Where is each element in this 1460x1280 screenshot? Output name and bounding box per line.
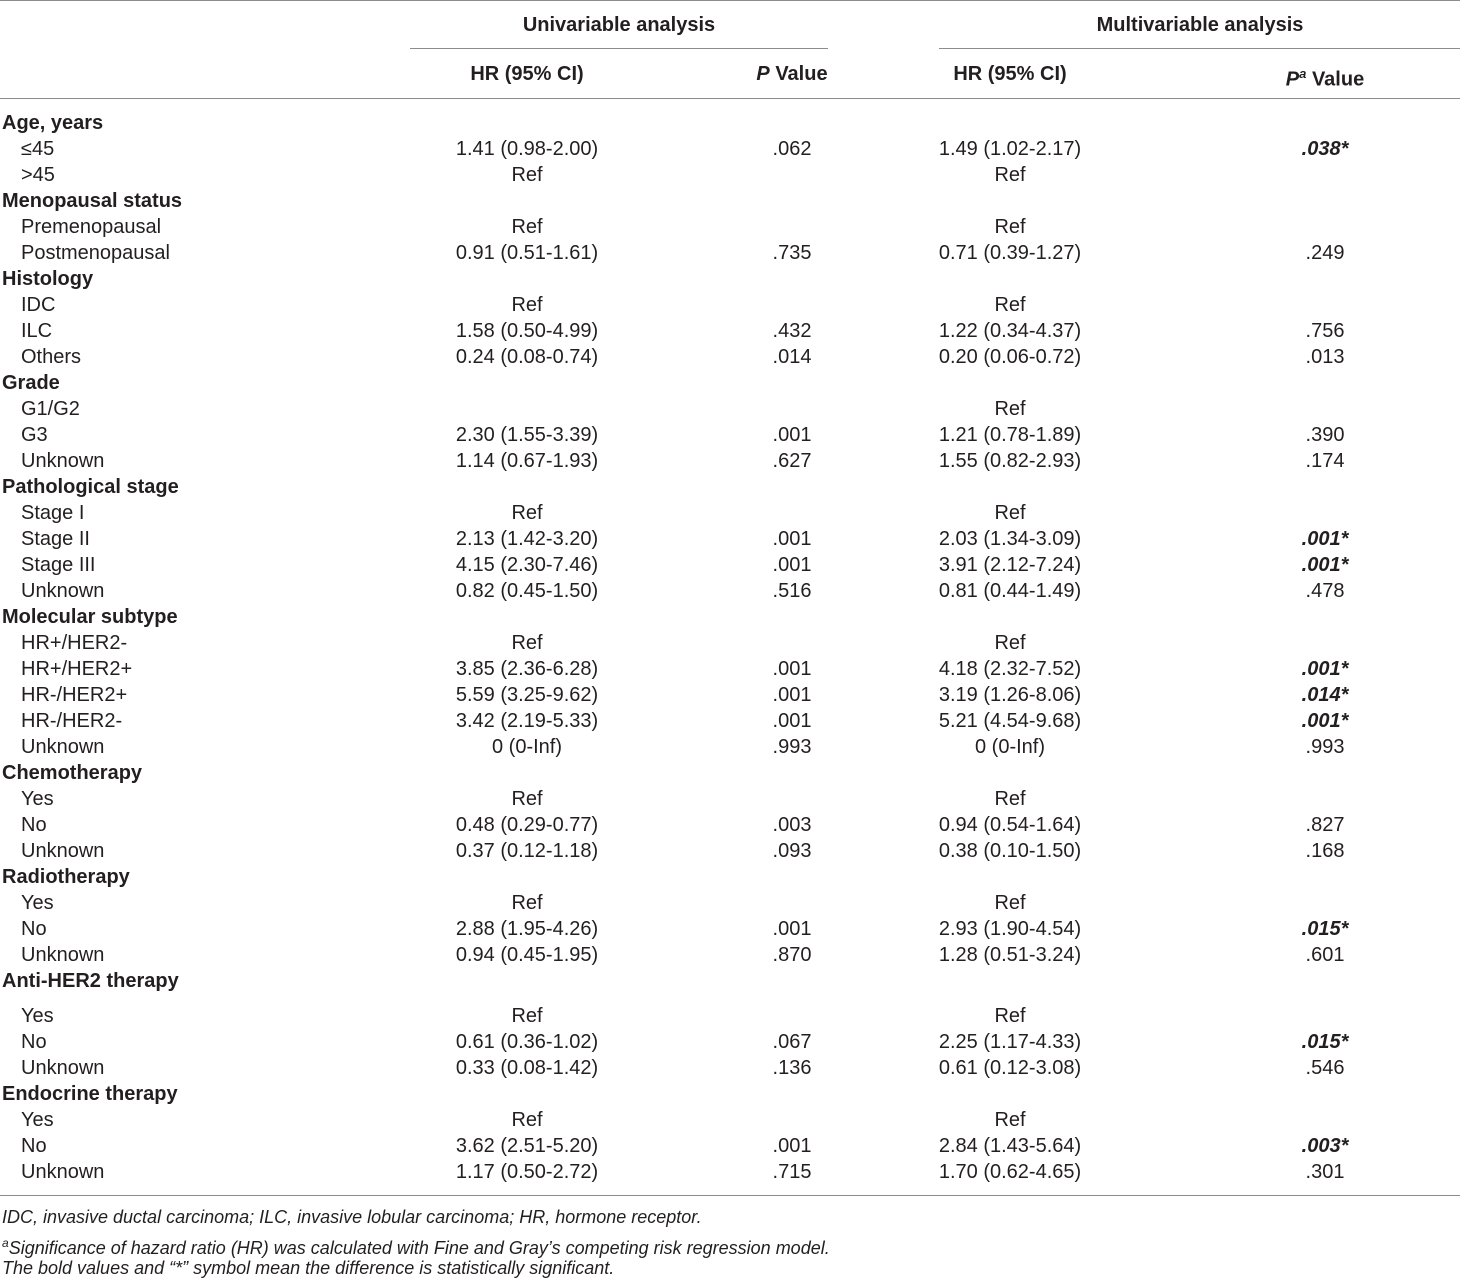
p-uni-cell: .001 [772, 658, 812, 680]
hr-uni-cell: 1.41 (0.98-2.00) [455, 138, 599, 160]
hr-uni-cell: Ref [511, 164, 543, 186]
row-label: Unknown [21, 580, 105, 602]
row-label: Yes [21, 1109, 54, 1131]
hr-uni-cell: 1.14 (0.67-1.93) [455, 450, 599, 472]
section-row [0, 864, 1460, 890]
row-label: Stage III [21, 554, 96, 576]
hr-multi-cell: 1.49 (1.02-2.17) [938, 138, 1082, 160]
row-label: Others [21, 346, 82, 368]
p-multi-cell: .038* [1301, 138, 1349, 160]
table-row [0, 838, 1460, 864]
p-multi-cell: .478 [1305, 580, 1345, 602]
hr-multi-cell: Ref [994, 892, 1026, 914]
header-univariable: Univariable analysis [522, 14, 716, 36]
table-bottom-rule [0, 1195, 1460, 1196]
section-label: Radiotherapy [2, 866, 130, 888]
table-row [0, 786, 1460, 812]
hr-uni-cell: 0.94 (0.45-1.95) [455, 944, 599, 966]
hr-multi-cell: 1.28 (0.51-3.24) [938, 944, 1082, 966]
hr-uni-cell: Ref [511, 788, 543, 810]
hr-uni-cell: 5.59 (3.25-9.62) [455, 684, 599, 706]
hr-multi-cell: 0.94 (0.54-1.64) [938, 814, 1082, 836]
table-row [0, 526, 1460, 552]
header-bottom-rule [0, 98, 1460, 99]
table-row [0, 1003, 1460, 1029]
row-label: Stage I [21, 502, 85, 524]
hr-multi-cell: Ref [994, 294, 1026, 316]
table-row [0, 318, 1460, 344]
section-row [0, 370, 1460, 396]
p-multi-cell: .174 [1305, 450, 1345, 472]
p-uni-cell: .067 [772, 1031, 812, 1053]
table-row [0, 240, 1460, 266]
hr-multi-cell: Ref [994, 1109, 1026, 1131]
hr-multi-cell: 0.81 (0.44-1.49) [938, 580, 1082, 602]
hr-uni-cell: 0.82 (0.45-1.50) [455, 580, 599, 602]
p-multi-cell: .756 [1305, 320, 1345, 342]
p-multi-cell: .015* [1301, 918, 1349, 940]
p-uni-cell: .001 [772, 684, 812, 706]
row-label: Postmenopausal [21, 242, 170, 264]
hr-uni-cell: 0 (0-Inf) [491, 736, 563, 758]
p-multi-cell: .013 [1305, 346, 1345, 368]
p-multi-cell: .001* [1301, 528, 1349, 550]
hr-multi-cell: 2.25 (1.17-4.33) [938, 1031, 1082, 1053]
table-row [0, 708, 1460, 734]
row-label: Unknown [21, 1057, 105, 1079]
table-row [0, 682, 1460, 708]
row-label: No [21, 1135, 47, 1157]
hr-multi-cell: 0.38 (0.10-1.50) [938, 840, 1082, 862]
table-row [0, 916, 1460, 942]
p-multi-cell: .993 [1305, 736, 1345, 758]
hr-uni-cell: 3.42 (2.19-5.33) [455, 710, 599, 732]
row-label: HR-/HER2+ [21, 684, 128, 706]
hr-uni-cell: 3.85 (2.36-6.28) [455, 658, 599, 680]
p-multi-cell: .015* [1301, 1031, 1349, 1053]
section-label: Pathological stage [2, 476, 179, 498]
section-label: Chemotherapy [2, 762, 143, 784]
p-uni-cell: .001 [772, 1135, 812, 1157]
hr-multi-cell: Ref [994, 216, 1026, 238]
hr-multi-cell: 2.03 (1.34-3.09) [938, 528, 1082, 550]
hr-uni-cell: 0.33 (0.08-1.42) [455, 1057, 599, 1079]
section-label: Grade [2, 372, 60, 394]
table-row [0, 344, 1460, 370]
hr-multi-cell: 1.55 (0.82-2.93) [938, 450, 1082, 472]
p-uni-cell: .870 [772, 944, 812, 966]
header-multivariable: Multivariable analysis [1096, 14, 1304, 36]
col-header-p-uni: P Value [756, 63, 828, 85]
hr-uni-cell: Ref [511, 1109, 543, 1131]
p-uni-cell: .432 [772, 320, 812, 342]
hr-multi-cell: Ref [994, 502, 1026, 524]
p-uni-cell: .093 [772, 840, 812, 862]
univariable-underline [410, 48, 828, 49]
p-multi-cell: .390 [1305, 424, 1345, 446]
table-row [0, 136, 1460, 162]
p-multi-cell: .001* [1301, 554, 1349, 576]
table-row [0, 812, 1460, 838]
row-label: Unknown [21, 736, 105, 758]
row-label: Unknown [21, 1161, 105, 1183]
table-row [0, 942, 1460, 968]
p-uni-cell: .003 [772, 814, 812, 836]
p-uni-cell: .001 [772, 554, 812, 576]
hr-multi-cell: 5.21 (4.54-9.68) [938, 710, 1082, 732]
row-label: HR+/HER2+ [21, 658, 133, 680]
col-header-hr-multi: HR (95% CI) [953, 63, 1067, 85]
p-uni-cell: .001 [772, 424, 812, 446]
section-label: Menopausal status [2, 190, 183, 212]
p-multi-cell: .601 [1305, 944, 1345, 966]
row-label: G1/G2 [21, 398, 80, 420]
row-label: Premenopausal [21, 216, 162, 238]
p-uni-cell: .014 [772, 346, 812, 368]
hr-multi-cell: 4.18 (2.32-7.52) [938, 658, 1082, 680]
multivariable-underline [939, 48, 1460, 49]
section-label: Histology [2, 268, 94, 290]
footnote-bold-values: The bold values and “*” symbol mean the difference is statistically significant. [2, 1258, 615, 1278]
section-row [0, 266, 1460, 292]
row-label: Stage II [21, 528, 90, 550]
hr-multi-cell: Ref [994, 1005, 1026, 1027]
p-uni-cell: .735 [772, 242, 812, 264]
col-header-p-multi: $P^a$ Value [1285, 66, 1365, 91]
table-row [0, 630, 1460, 656]
table-row [0, 1133, 1460, 1159]
hr-uni-cell: 2.30 (1.55-3.39) [455, 424, 599, 446]
hr-multi-cell: 3.19 (1.26-8.06) [938, 684, 1082, 706]
p-uni-cell: .136 [772, 1057, 812, 1079]
hr-multi-cell: 0.61 (0.12-3.08) [938, 1057, 1082, 1079]
hr-multi-cell: Ref [994, 788, 1026, 810]
row-label: No [21, 1031, 47, 1053]
row-label: Unknown [21, 840, 105, 862]
row-label: Unknown [21, 450, 105, 472]
hr-uni-cell: 4.15 (2.30-7.46) [455, 554, 599, 576]
hr-uni-cell: Ref [511, 216, 543, 238]
table-row [0, 422, 1460, 448]
table-top-rule [0, 0, 1460, 1]
hr-uni-cell: 0.91 (0.51-1.61) [455, 242, 599, 264]
table-row [0, 1055, 1460, 1081]
section-row [0, 188, 1460, 214]
hr-uni-cell: 2.88 (1.95-4.26) [455, 918, 599, 940]
table-row [0, 656, 1460, 682]
hr-multi-cell: 0.20 (0.06-0.72) [938, 346, 1082, 368]
table-row [0, 1107, 1460, 1133]
row-label: No [21, 918, 47, 940]
table-row [0, 396, 1460, 422]
footnote-abbreviations: IDC, invasive ductal carcinoma; ILC, invasive lobular carcinoma; HR, hormone receptor. [2, 1207, 702, 1227]
table-row [0, 578, 1460, 604]
table-row [0, 292, 1460, 318]
section-row [0, 1081, 1460, 1107]
hr-multi-cell: 3.91 (2.12-7.24) [938, 554, 1082, 576]
p-uni-cell: .627 [772, 450, 812, 472]
section-label: Age, years [2, 112, 104, 134]
hr-uni-cell: 3.62 (2.51-5.20) [455, 1135, 599, 1157]
hr-uni-cell: Ref [511, 502, 543, 524]
row-label: Yes [21, 788, 54, 810]
p-multi-cell: .249 [1305, 242, 1345, 264]
p-uni-cell: .001 [772, 710, 812, 732]
hr-uni-cell: 0.37 (0.12-1.18) [455, 840, 599, 862]
section-label: Anti-HER2 therapy [2, 970, 179, 992]
hr-uni-cell: 0.61 (0.36-1.02) [455, 1031, 599, 1053]
p-uni-cell: .001 [772, 918, 812, 940]
hr-multi-cell: Ref [994, 398, 1026, 420]
hr-uni-cell: 0.48 (0.29-0.77) [455, 814, 599, 836]
hr-multi-cell: Ref [994, 632, 1026, 654]
hr-uni-cell: Ref [511, 1005, 543, 1027]
row-label: G3 [21, 424, 48, 446]
row-label: ≤45 [21, 138, 55, 160]
hr-uni-cell: Ref [511, 892, 543, 914]
row-label: IDC [21, 294, 56, 316]
hr-multi-cell: Ref [994, 164, 1026, 186]
footnote-significance-method: $^a$Significance of hazard ratio (HR) was calculated with Fine and Gray’s competing risk regression model. [2, 1236, 830, 1258]
section-label: Molecular subtype [2, 606, 178, 628]
p-multi-cell: .546 [1305, 1057, 1345, 1079]
p-uni-cell: .001 [772, 528, 812, 550]
row-label: No [21, 814, 47, 836]
row-label: HR-/HER2- [21, 710, 123, 732]
hr-uni-cell: Ref [511, 294, 543, 316]
table-row [0, 1029, 1460, 1055]
p-multi-cell: .168 [1305, 840, 1345, 862]
table-row [0, 734, 1460, 760]
p-uni-cell: .993 [772, 736, 812, 758]
hr-uni-cell: 2.13 (1.42-3.20) [455, 528, 599, 550]
hr-uni-cell: Ref [511, 632, 543, 654]
section-row [0, 474, 1460, 500]
hr-multi-cell: 2.84 (1.43-5.64) [938, 1135, 1082, 1157]
table-row [0, 448, 1460, 474]
row-label: Yes [21, 892, 54, 914]
section-row [0, 110, 1460, 136]
table-row [0, 552, 1460, 578]
p-multi-cell: .014* [1301, 684, 1349, 706]
hr-multi-cell: 0.71 (0.39-1.27) [938, 242, 1082, 264]
p-multi-cell: .001* [1301, 710, 1349, 732]
p-multi-cell: .827 [1305, 814, 1345, 836]
table-row [0, 1159, 1460, 1185]
row-label: HR+/HER2- [21, 632, 128, 654]
section-label: Endocrine therapy [2, 1083, 178, 1105]
section-row [0, 604, 1460, 630]
p-uni-cell: .516 [772, 580, 812, 602]
hr-multi-cell: 2.93 (1.90-4.54) [938, 918, 1082, 940]
table-row [0, 214, 1460, 240]
hr-multi-cell: 1.70 (0.62-4.65) [938, 1161, 1082, 1183]
col-header-hr-uni: HR (95% CI) [470, 63, 584, 85]
p-uni-cell: .062 [772, 138, 812, 160]
hr-uni-cell: 1.17 (0.50-2.72) [455, 1161, 599, 1183]
p-multi-cell: .301 [1305, 1161, 1345, 1183]
table-row [0, 162, 1460, 188]
row-label: >45 [21, 164, 55, 186]
hr-uni-cell: 0.24 (0.08-0.74) [455, 346, 599, 368]
p-multi-cell: .003* [1301, 1135, 1349, 1157]
hr-uni-cell: 1.58 (0.50-4.99) [455, 320, 599, 342]
section-row [0, 760, 1460, 786]
row-label: Yes [21, 1005, 54, 1027]
table-row [0, 890, 1460, 916]
table-row [0, 500, 1460, 526]
section-row [0, 968, 1460, 994]
p-uni-cell: .715 [772, 1161, 812, 1183]
hr-multi-cell: 0 (0-Inf) [974, 736, 1046, 758]
hr-multi-cell: 1.22 (0.34-4.37) [938, 320, 1082, 342]
row-label: Unknown [21, 944, 105, 966]
hr-multi-cell: 1.21 (0.78-1.89) [938, 424, 1082, 446]
p-multi-cell: .001* [1301, 658, 1349, 680]
row-label: ILC [21, 320, 53, 342]
